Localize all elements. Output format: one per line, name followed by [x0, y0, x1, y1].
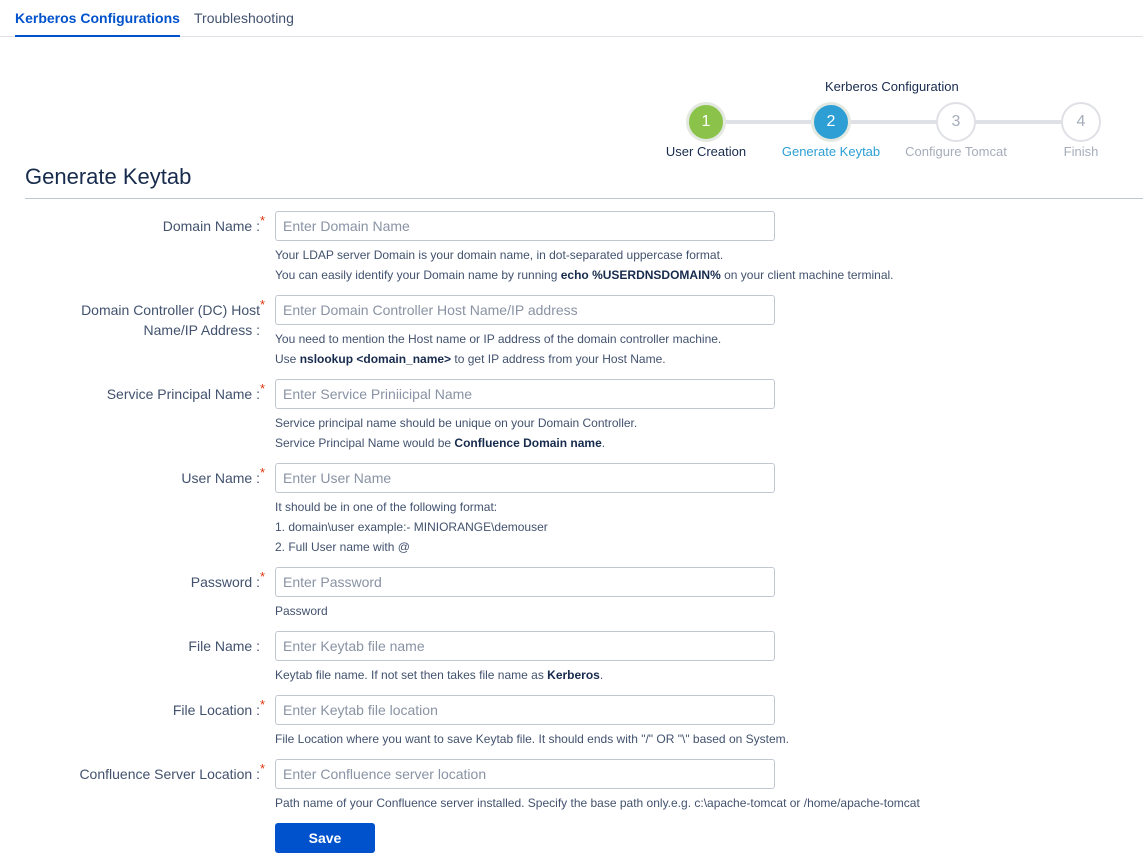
dc-host-help: You need to mention the Host name or IP address of the domain controller machine. Use nslookup <domain_name> to get IP address from your Host Name. [275, 332, 722, 366]
required-marker: * [260, 465, 266, 480]
tab-kerberos-configurations[interactable]: Kerberos Configurations [15, 10, 180, 37]
tab-troubleshooting[interactable]: Troubleshooting [194, 10, 294, 26]
required-marker: * [260, 297, 266, 312]
step-3-label: Configure Tomcat [905, 144, 1007, 159]
required-marker: * [260, 213, 266, 228]
file-location-label: File Location : [172, 702, 260, 718]
step-4-label: Finish [1063, 144, 1099, 159]
step-1-label: User Creation [665, 144, 747, 159]
save-button[interactable]: Save [275, 823, 375, 853]
required-marker: * [260, 697, 266, 712]
required-marker: * [260, 381, 266, 396]
required-marker: * [260, 761, 266, 776]
tab-bar [0, 0, 1143, 37]
step-2-label: Generate Keytab [781, 144, 881, 159]
user-name-help: It should be in one of the following format: 1. domain\user example:- MINIORANGE\demouser 2. Full User name with @ [275, 500, 548, 554]
password-help: Password [275, 604, 328, 618]
password-label: Password : [190, 574, 260, 590]
file-name-help: Keytab file name. If not set then takes file name as Kerberos. [275, 668, 604, 682]
domain-name-input[interactable] [275, 211, 775, 241]
step-4-circle: 4 [1061, 102, 1101, 142]
page-title: Generate Keytab [25, 164, 192, 189]
file-location-input[interactable] [275, 695, 775, 725]
spn-help: Service principal name should be unique on your Domain Controller. Service Principal Name would be Confluence Domain name. [275, 416, 638, 450]
wizard-track [706, 120, 1081, 124]
spn-input[interactable] [275, 379, 775, 409]
step-2-circle: 2 [811, 102, 851, 142]
dc-host-label: Domain Controller (DC) Host Name/IP Address : [81, 302, 260, 338]
file-name-input[interactable] [275, 631, 775, 661]
wizard-title: Kerberos Configuration [825, 79, 959, 94]
step-3-circle: 3 [936, 102, 976, 142]
server-location-input[interactable] [275, 759, 775, 789]
title-divider [25, 198, 1143, 199]
step-1-circle: 1 [686, 102, 726, 142]
password-input[interactable] [275, 567, 775, 597]
server-location-label: Confluence Server Location : [79, 766, 260, 782]
domain-name-label: Domain Name : [162, 218, 260, 234]
server-location-help: Path name of your Confluence server installed. Specify the base path only.e.g. c:\apache-tomcat or /home/apache-tomcat [275, 796, 920, 810]
dc-host-input[interactable] [275, 295, 775, 325]
user-name-label: User Name : [181, 470, 260, 486]
domain-name-help: Your LDAP server Domain is your domain name, in dot-separated uppercase format. You can easily identify your Domain name by running echo %USERDNSDOMAIN% on your client machine terminal. [275, 248, 894, 282]
user-name-input[interactable] [275, 463, 775, 493]
spn-label: Service Principal Name : [106, 386, 260, 402]
file-location-help: File Location where you want to save Keytab file. It should ends with "/" OR "\" based on System. [275, 732, 789, 746]
file-name-label: File Name : [188, 638, 260, 654]
required-marker: * [260, 569, 266, 584]
